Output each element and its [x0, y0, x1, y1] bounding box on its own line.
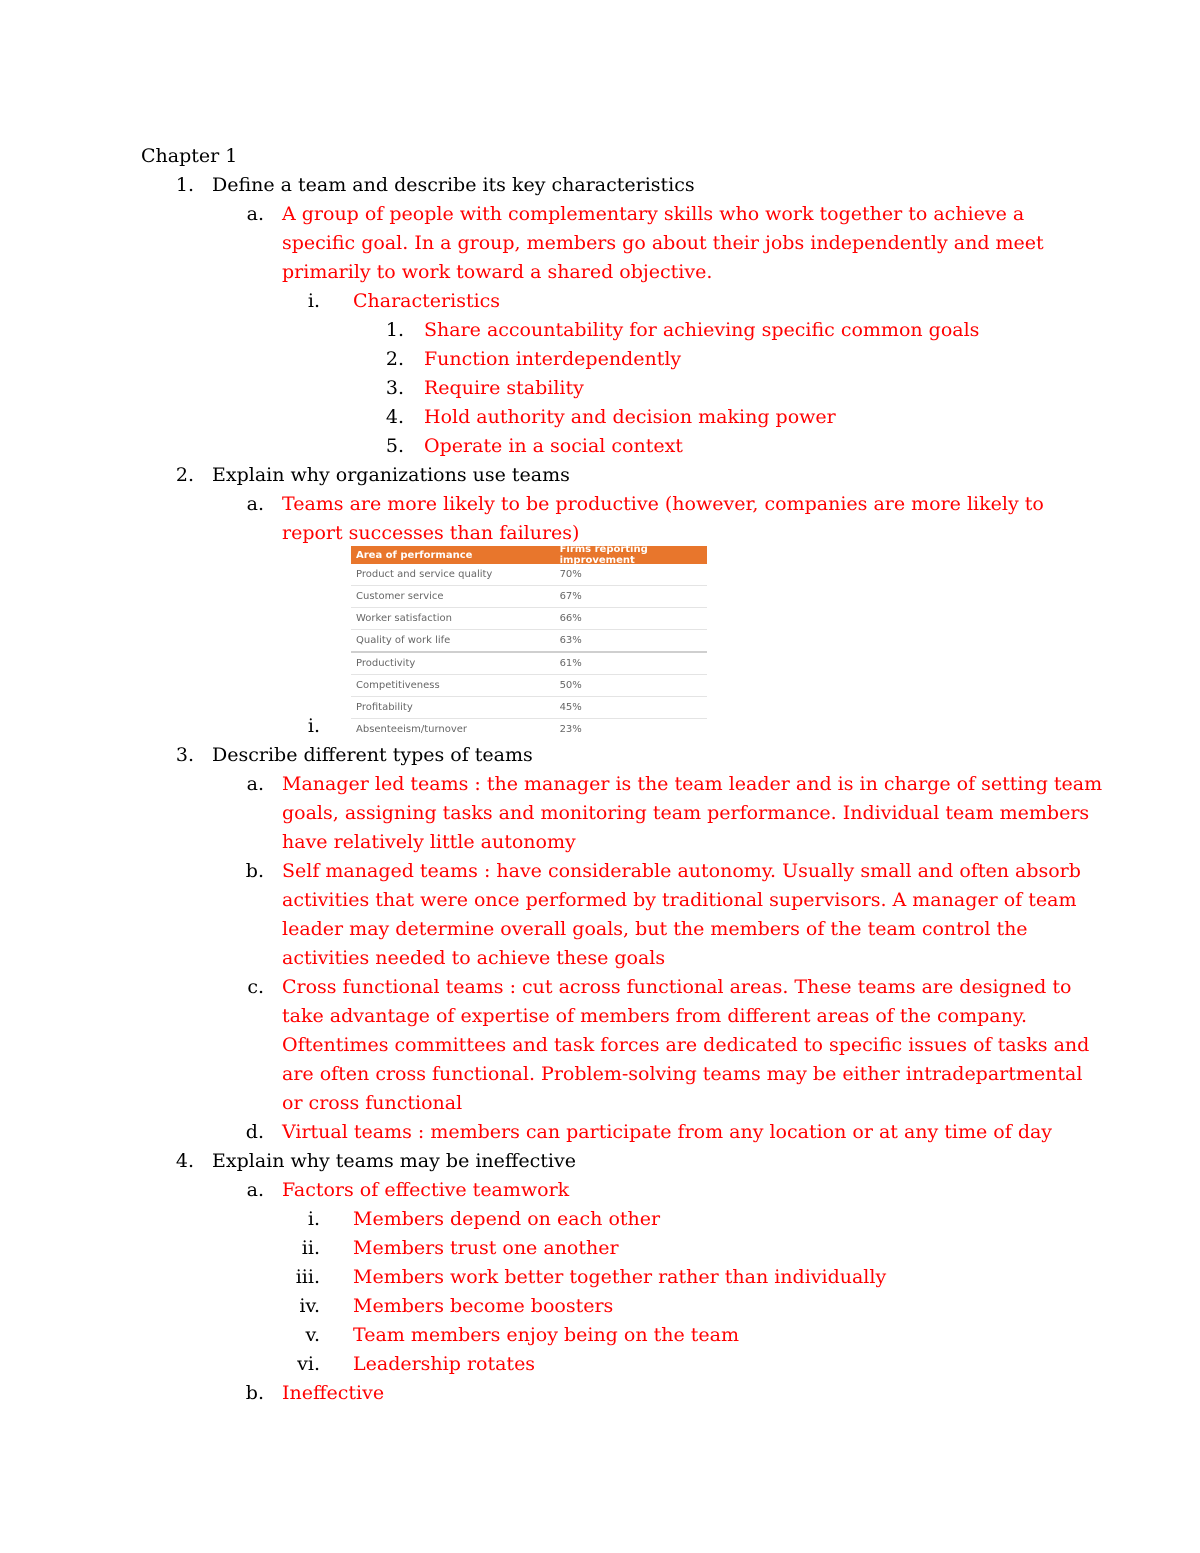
- answer-line: leader may determine overall goals, but the members of the team control the: [282, 918, 1028, 940]
- factor-item: Team members enjoy being on the team: [353, 1324, 739, 1346]
- characteristic-item: Operate in a social context: [424, 435, 683, 457]
- list-marker: a.: [246, 1179, 264, 1201]
- list-marker: a.: [246, 203, 264, 225]
- answer-line: take advantage of expertise of members from different areas of the company.: [282, 1005, 1028, 1027]
- answer-line: or cross functional: [282, 1092, 463, 1114]
- answer-line: Self managed teams : have considerable autonomy. Usually small and often absorb: [282, 860, 1081, 882]
- list-marker: 5.: [385, 435, 404, 457]
- factor-item: Members work better together rather than individually: [353, 1266, 887, 1288]
- table-cell: Worker satisfaction: [356, 613, 452, 624]
- list-marker: d.: [245, 1121, 264, 1143]
- list-marker: c.: [247, 976, 264, 998]
- table-row: [351, 675, 707, 697]
- list-marker: iv.: [299, 1295, 320, 1317]
- list-marker: 2.: [385, 348, 404, 370]
- table-cell: Competitiveness: [356, 680, 440, 691]
- table-row: [351, 586, 707, 608]
- factor-item: Members trust one another: [353, 1237, 619, 1259]
- answer-line: activities needed to achieve these goals: [282, 947, 666, 969]
- table-cell: 67%: [559, 591, 582, 602]
- list-marker: i.: [307, 715, 320, 737]
- ineffective-heading: Ineffective: [282, 1382, 385, 1404]
- list-marker: i.: [307, 1208, 320, 1230]
- list-marker: 1.: [175, 174, 194, 196]
- table-row: [351, 630, 707, 653]
- answer-line: report successes than failures): [282, 522, 580, 544]
- table-row: [351, 564, 707, 586]
- chapter-title: Chapter 1: [141, 145, 238, 167]
- list-marker: 4.: [175, 1150, 194, 1172]
- answer-line: Oftentimes committees and task forces are dedicated to specific issues of tasks and: [282, 1034, 1090, 1056]
- list-marker: 3.: [175, 744, 194, 766]
- characteristics-heading: Characteristics: [353, 290, 501, 312]
- answer-line: have relatively little autonomy: [282, 831, 576, 853]
- answer-line: primarily to work toward a shared objective.: [282, 261, 713, 283]
- table-header: [351, 546, 707, 564]
- factor-item: Members depend on each other: [353, 1208, 661, 1230]
- table-row: [351, 719, 707, 740]
- list-marker: a.: [246, 493, 264, 515]
- table-cell: 23%: [559, 724, 582, 735]
- list-marker: 1.: [385, 319, 404, 341]
- question-4: Explain why teams may be ineffective: [212, 1150, 576, 1172]
- answer-line: Manager led teams : the manager is the team leader and is in charge of setting team: [282, 773, 1103, 795]
- table-header-cell: Area of performance: [356, 549, 473, 561]
- list-marker: i.: [307, 290, 320, 312]
- list-marker: a.: [246, 773, 264, 795]
- performance-table: [351, 546, 707, 740]
- question-2: Explain why organizations use teams: [212, 464, 570, 486]
- table-row: [351, 653, 707, 675]
- answer-line: Teams are more likely to be productive (however, companies are more likely to: [282, 493, 1044, 515]
- list-marker: 3.: [385, 377, 404, 399]
- list-marker: iii.: [295, 1266, 320, 1288]
- characteristic-item: Hold authority and decision making power: [424, 406, 836, 428]
- list-marker: 2.: [175, 464, 194, 486]
- table-cell: Quality of work life: [356, 635, 451, 646]
- factors-heading: Factors of effective teamwork: [282, 1179, 570, 1201]
- table-row: [351, 697, 707, 719]
- answer-line: activities that were once performed by traditional supervisors. A manager of team: [282, 889, 1077, 911]
- table-cell: Absenteeism/turnover: [356, 724, 468, 735]
- factor-item: Leadership rotates: [353, 1353, 536, 1375]
- characteristic-item: Require stability: [424, 377, 584, 399]
- table-cell: Product and service quality: [356, 569, 493, 580]
- answer-line: goals, assigning tasks and monitoring team performance. Individual team members: [282, 802, 1090, 824]
- table-cell: 61%: [559, 658, 582, 669]
- answer-line: Virtual teams : members can participate from any location or at any time of day: [282, 1121, 1053, 1143]
- factor-item: Members become boosters: [353, 1295, 614, 1317]
- list-marker: vi.: [297, 1353, 320, 1375]
- answer-line: Cross functional teams : cut across functional areas. These teams are designed to: [282, 976, 1072, 998]
- table-cell: 70%: [559, 569, 582, 580]
- answer-line: are often cross functional. Problem-solving teams may be either intradepartmental: [282, 1063, 1083, 1085]
- answer-line: specific goal. In a group, members go about their jobs independently and meet: [282, 232, 1044, 254]
- question-1: Define a team and describe its key characteristics: [212, 174, 695, 196]
- list-marker: b.: [245, 1382, 264, 1404]
- list-marker: ii.: [301, 1237, 320, 1259]
- table-row: [351, 608, 707, 630]
- list-marker: 4.: [385, 406, 404, 428]
- question-3: Describe different types of teams: [212, 744, 533, 766]
- table-cell: 50%: [559, 680, 582, 691]
- table-cell: Customer service: [356, 591, 444, 602]
- characteristic-item: Share accountability for achieving specific common goals: [424, 319, 980, 341]
- list-marker: b.: [245, 860, 264, 882]
- list-marker: v.: [305, 1324, 320, 1346]
- answer-line: A group of people with complementary skills who work together to achieve a: [282, 203, 1025, 225]
- table-cell: Profitability: [356, 702, 413, 713]
- table-header-cell: Firms reporting improvement: [559, 544, 648, 566]
- table-cell: 63%: [559, 635, 582, 646]
- table-cell: Productivity: [356, 658, 416, 669]
- table-cell: 45%: [559, 702, 582, 713]
- table-cell: 66%: [559, 613, 582, 624]
- characteristic-item: Function interdependently: [424, 348, 682, 370]
